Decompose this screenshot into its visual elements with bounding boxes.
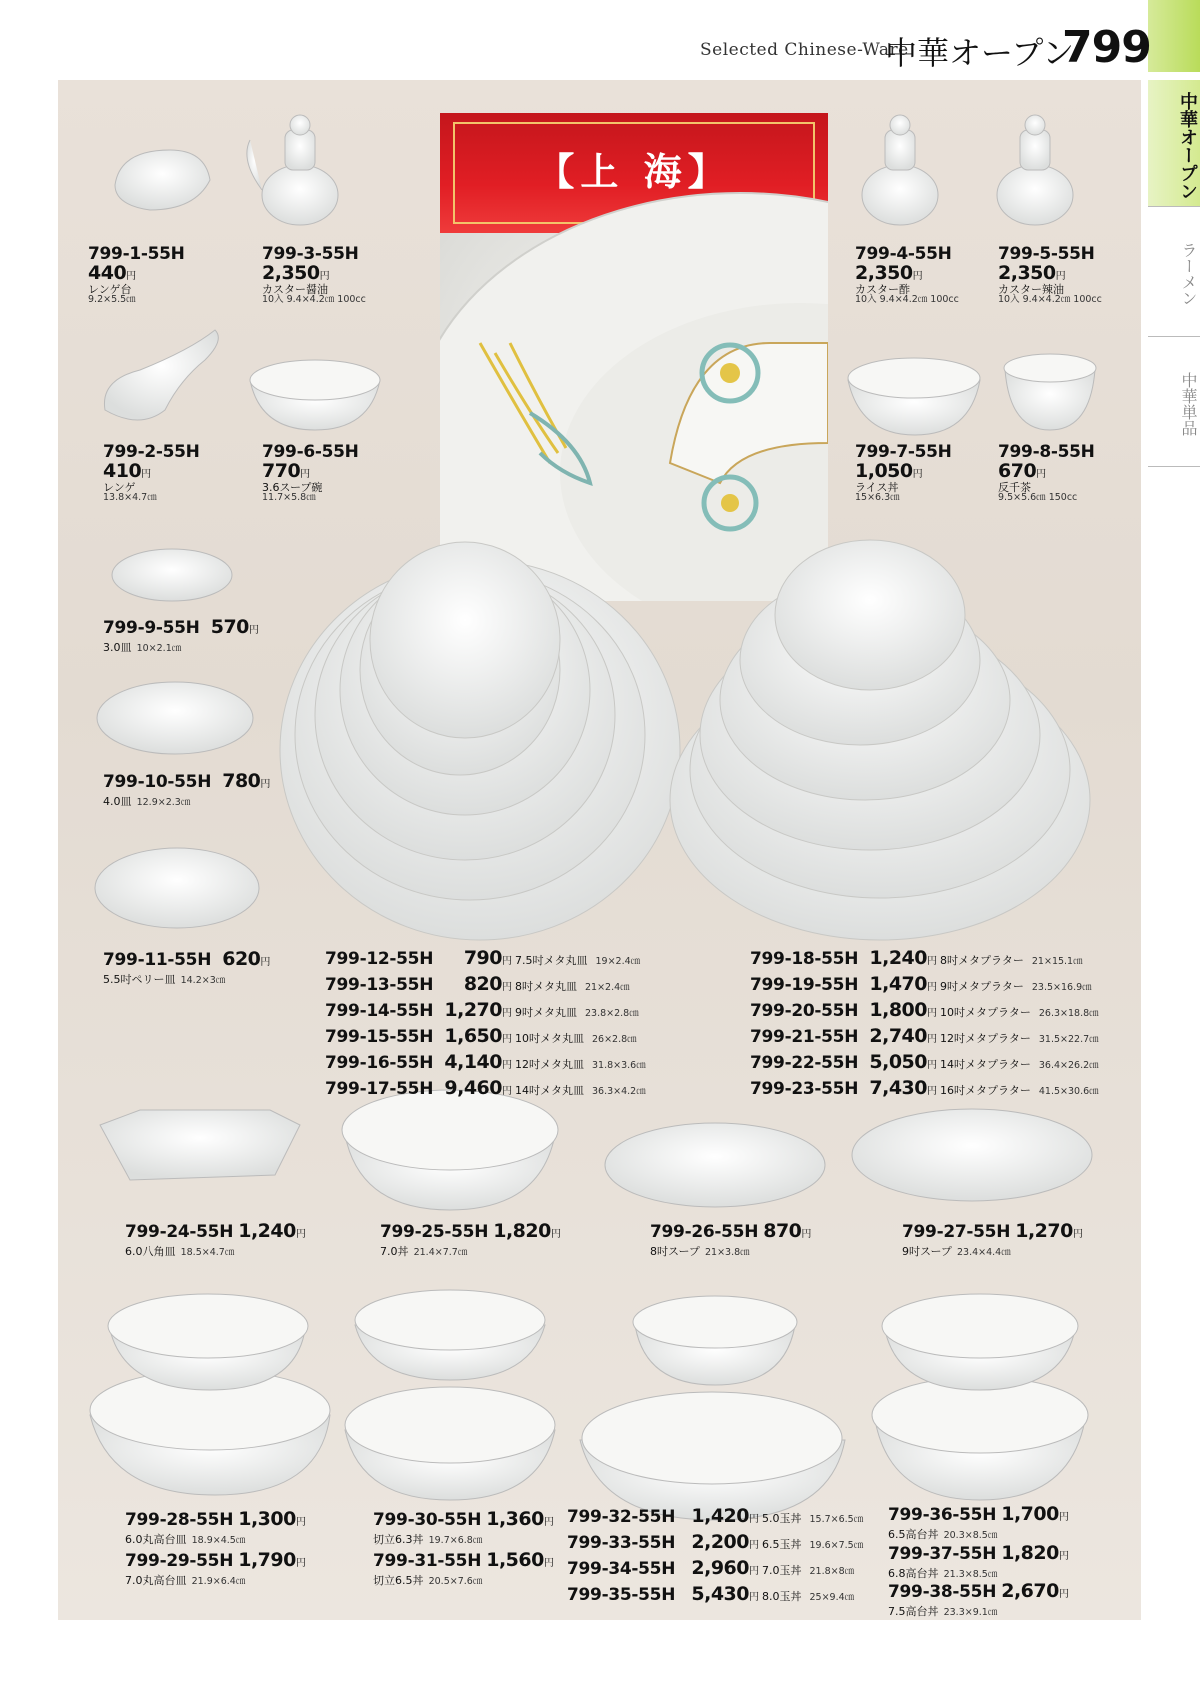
product-name: 10吋メタプラター: [940, 1006, 1031, 1019]
yen-mark: 円: [502, 1086, 512, 1097]
product-799-5[interactable]: [998, 246, 1102, 305]
product-code: 799-20-55H: [750, 1001, 859, 1021]
product-name: 14吋メタ丸皿: [515, 1084, 584, 1097]
product-name: 16吋メタプラター: [940, 1084, 1031, 1097]
product-name: カスター辣油: [998, 282, 1064, 296]
product-price: 2,670: [1001, 1580, 1059, 1603]
product-price: 1,820: [493, 1220, 551, 1242]
list-item[interactable]: [567, 1531, 863, 1557]
yen-mark: 円: [502, 1008, 512, 1019]
product-size: 15×6.3㎝: [855, 492, 900, 504]
product-price: 820: [463, 973, 502, 995]
header-subtitle: Selected Chinese-Ware: [700, 40, 909, 60]
product-price: 790: [463, 947, 502, 969]
product-price: 9,460: [444, 1077, 502, 1099]
product-code: 799-14-55H: [325, 1001, 434, 1021]
product-name: 3.0皿: [103, 640, 132, 654]
side-tab-ramen[interactable]: ラーメン: [1179, 242, 1198, 306]
yen-mark: 円: [801, 1229, 812, 1240]
product-code: 799-5-55H: [998, 244, 1095, 264]
product-code: 799-2-55H: [103, 442, 200, 462]
list-item[interactable]: [888, 1541, 1069, 1564]
yen-mark: 円: [260, 779, 271, 790]
product-name: 6.5高台丼: [888, 1527, 939, 1541]
yen-mark: 円: [295, 1229, 306, 1240]
product-price: 5,430: [691, 1583, 749, 1605]
product-price: 770: [262, 459, 301, 482]
product-name: 6.8高台丼: [888, 1566, 939, 1580]
yen-mark: 円: [927, 1060, 937, 1071]
product-code: 799-13-55H: [325, 975, 434, 995]
product-size: 14.2×3㎝: [180, 974, 226, 986]
product-price: 1,470: [869, 973, 927, 995]
product-size: 10入 9.4×4.2㎝ 100cc: [262, 294, 366, 306]
product-799-11[interactable]: [103, 950, 270, 987]
product-price: 1,800: [869, 999, 927, 1021]
yen-mark: 円: [502, 1060, 512, 1071]
product-price: 4,140: [444, 1051, 502, 1073]
side-tab-chinese-open[interactable]: 中華オープン: [1148, 80, 1200, 206]
product-code: 799-4-55H: [855, 244, 952, 264]
yen-mark: 円: [912, 270, 923, 282]
product-size: 13.8×4.7㎝: [103, 492, 157, 504]
product-size: 21×15.1㎝: [1031, 956, 1083, 967]
product-code: 799-7-55H: [855, 442, 952, 462]
product-price: 2,350: [998, 261, 1056, 284]
product-code: 799-6-55H: [262, 442, 359, 462]
product-name: 14吋メタプラター: [940, 1058, 1031, 1071]
product-name: 7.0丸高台皿: [125, 1573, 187, 1587]
product-size: 15.7×6.5㎝: [809, 1514, 864, 1525]
yen-mark: 円: [1036, 468, 1047, 480]
product-price: 1,560: [486, 1548, 544, 1571]
product-size: 11.7×5.8㎝: [262, 492, 316, 504]
product-name: 7.0玉丼: [762, 1564, 802, 1577]
product-name: カスター醤油: [262, 282, 328, 296]
product-code: 799-31-55H: [373, 1550, 482, 1571]
product-price: 620: [222, 948, 261, 970]
product-name: 12吋メタ丸皿: [515, 1058, 584, 1071]
product-name: 切立6.3丼: [373, 1532, 424, 1546]
list-item[interactable]: [567, 1583, 863, 1609]
product-size: 19.6×7.5㎝: [809, 1540, 864, 1551]
product-name: 12吋メタプラター: [940, 1032, 1031, 1045]
product-799-8[interactable]: [998, 444, 1095, 503]
yen-mark: 円: [543, 1517, 554, 1528]
product-price: 2,350: [262, 261, 320, 284]
product-code: 799-15-55H: [325, 1027, 434, 1047]
product-code: 799-18-55H: [750, 949, 859, 969]
product-name: 7.0丼: [380, 1244, 409, 1258]
product-name: 9吋メタ丸皿: [515, 1006, 577, 1019]
product-name: 切立6.5丼: [373, 1573, 424, 1587]
platters-list: [750, 947, 1099, 1103]
product-price: 2,200: [691, 1531, 749, 1553]
product-price: 440: [88, 261, 127, 284]
list-item[interactable]: [373, 1548, 554, 1571]
yen-mark: 円: [1072, 1229, 1083, 1240]
product-code: 799-38-55H: [888, 1582, 997, 1603]
product-code: 799-24-55H: [125, 1222, 234, 1242]
yen-mark: 円: [319, 270, 330, 282]
product-name: 7.5高台丼: [888, 1605, 939, 1619]
product-price: 1,790: [238, 1548, 296, 1571]
product-price: 7,430: [869, 1077, 927, 1099]
product-price: 570: [210, 616, 249, 638]
yen-mark: 円: [1058, 1550, 1069, 1562]
yen-mark: 円: [927, 956, 937, 967]
product-size: 10×2.1㎝: [136, 642, 182, 654]
yen-mark: 円: [749, 1514, 759, 1525]
side-tab-chinese-single[interactable]: 中華単品: [1179, 372, 1198, 436]
product-size: 23.3×9.1㎝: [943, 1607, 998, 1619]
list-item[interactable]: [325, 999, 646, 1025]
product-799-25[interactable]: [380, 1222, 561, 1259]
product-size: 9.2×5.5㎝: [88, 294, 136, 306]
product-size: 41.5×30.6㎝: [1038, 1086, 1099, 1097]
yen-mark: 円: [260, 957, 271, 968]
list-item[interactable]: [750, 1025, 1099, 1051]
product-size: 21.9×6.4㎝: [191, 1575, 246, 1587]
product-code: 799-30-55H: [373, 1510, 482, 1530]
product-size: 10入 9.4×4.2㎝ 100cc: [855, 294, 959, 306]
product-price: 1,270: [444, 999, 502, 1021]
product-size: 26.3×18.8㎝: [1038, 1008, 1099, 1019]
group-a-list: [125, 1510, 306, 1587]
product-size: 31.8×3.6㎝: [592, 1060, 646, 1071]
product-name: 4.0皿: [103, 794, 132, 808]
yen-mark: 円: [502, 1034, 512, 1045]
product-code: 799-11-55H: [103, 950, 212, 970]
product-price: 5,050: [869, 1051, 927, 1073]
product-size: 18.9×4.5㎝: [191, 1534, 246, 1546]
product-name: 8吋メタプラター: [940, 954, 1024, 967]
product-799-1[interactable]: [88, 246, 185, 305]
product-code: 799-35-55H: [567, 1585, 676, 1605]
product-size: 10入 9.4×4.2㎝ 100cc: [998, 294, 1102, 306]
product-name: 6.0八角皿: [125, 1244, 176, 1258]
list-item[interactable]: [325, 1051, 646, 1077]
yen-mark: 円: [1058, 1512, 1069, 1523]
list-item[interactable]: [888, 1505, 1069, 1525]
product-size: 31.5×22.7㎝: [1038, 1034, 1099, 1045]
product-code: 799-22-55H: [750, 1053, 859, 1073]
product-price: 1,420: [691, 1505, 749, 1527]
product-code: 799-28-55H: [125, 1510, 234, 1530]
product-size: 19×2.4㎝: [595, 956, 641, 967]
product-size: 20.3×8.5㎝: [943, 1529, 998, 1541]
product-code: 799-16-55H: [325, 1053, 434, 1073]
yen-mark: 円: [927, 1034, 937, 1045]
product-price: 1,360: [486, 1508, 544, 1530]
yen-mark: 円: [1058, 1589, 1069, 1601]
product-799-7[interactable]: [855, 444, 952, 503]
product-code: 799-9-55H: [103, 618, 200, 638]
product-name: 反千茶: [998, 480, 1031, 494]
product-799-6[interactable]: [262, 444, 359, 503]
hero-title: 【上 海】: [536, 149, 732, 194]
product-price: 1,270: [1015, 1220, 1073, 1242]
product-code: 799-34-55H: [567, 1559, 676, 1579]
product-name: 7.5吋メタ丸皿: [515, 954, 588, 967]
product-size: 21.4×7.7㎝: [413, 1246, 468, 1258]
product-name: 10吋メタ丸皿: [515, 1032, 584, 1045]
product-price: 410: [103, 459, 142, 482]
product-price: 2,740: [869, 1025, 927, 1047]
product-name: 5.0玉丼: [762, 1512, 802, 1525]
product-name: ライス丼: [855, 480, 899, 494]
list-item[interactable]: [125, 1548, 306, 1571]
list-item[interactable]: [325, 1025, 646, 1051]
product-size: 23.5×16.9㎝: [1031, 982, 1092, 993]
product-size: 36.3×4.2㎝: [592, 1086, 646, 1097]
product-size: 25×9.4㎝: [809, 1592, 855, 1603]
product-name: 8吋スープ: [650, 1244, 700, 1258]
product-name: 6.5玉丼: [762, 1538, 802, 1551]
yen-mark: 円: [927, 1008, 937, 1019]
product-name: 6.0丸高台皿: [125, 1532, 187, 1546]
product-price: 870: [763, 1220, 802, 1242]
product-price: 1,050: [855, 459, 913, 482]
product-name: 9吋メタプラター: [940, 980, 1024, 993]
yen-mark: 円: [912, 468, 923, 480]
product-799-24[interactable]: [125, 1222, 306, 1259]
product-size: 23.8×2.8㎝: [585, 1008, 639, 1019]
group-c-list: [567, 1505, 863, 1609]
product-size: 36.4×26.2㎝: [1038, 1060, 1099, 1071]
product-name: レンゲ台: [88, 282, 132, 296]
product-code: 799-33-55H: [567, 1533, 676, 1553]
product-price: 1,700: [1001, 1503, 1059, 1525]
product-code: 799-3-55H: [262, 244, 359, 264]
page-number: 799: [1062, 22, 1151, 73]
product-code: 799-19-55H: [750, 975, 859, 995]
product-size: 26×2.8㎝: [592, 1034, 637, 1045]
product-code: 799-37-55H: [888, 1543, 997, 1564]
yen-mark: 円: [502, 956, 512, 967]
product-799-2[interactable]: [103, 444, 200, 503]
list-item[interactable]: [325, 973, 646, 999]
product-code: 799-17-55H: [325, 1079, 434, 1099]
list-item[interactable]: [125, 1510, 306, 1530]
product-size: 23.4×4.4㎝: [957, 1246, 1011, 1258]
header-title: 中華オープン: [885, 34, 1075, 72]
product-size: 18.5×4.7㎝: [180, 1246, 235, 1258]
product-code: 799-23-55H: [750, 1079, 859, 1099]
product-name: 8.0玉丼: [762, 1590, 802, 1603]
yen-mark: 円: [295, 1517, 306, 1528]
list-item[interactable]: [325, 947, 646, 973]
product-code: 799-21-55H: [750, 1027, 859, 1047]
yen-mark: 円: [295, 1557, 306, 1569]
list-item[interactable]: [888, 1582, 1069, 1602]
list-item[interactable]: [567, 1505, 863, 1531]
product-price: 1,240: [238, 1220, 296, 1242]
yen-mark: 円: [126, 270, 137, 282]
yen-mark: 円: [1055, 270, 1066, 282]
round-plates-list: [325, 947, 646, 1103]
yen-mark: 円: [502, 982, 512, 993]
product-size: 21.3×8.5㎝: [943, 1568, 998, 1580]
product-name: カスター酢: [855, 282, 910, 296]
yen-mark: 円: [927, 982, 937, 993]
product-price: 1,820: [1001, 1541, 1059, 1564]
product-code: 799-8-55H: [998, 442, 1095, 462]
product-size: 21×3.8㎝: [705, 1246, 750, 1258]
product-size: 12.9×2.3㎝: [136, 796, 191, 808]
product-size: 20.5×7.6㎝: [428, 1575, 483, 1587]
product-size: 21×2.4㎝: [585, 982, 630, 993]
product-size: 9.5×5.6㎝ 150cc: [998, 492, 1078, 504]
yen-mark: 円: [248, 625, 259, 636]
yen-mark: 円: [749, 1540, 759, 1551]
list-item[interactable]: [567, 1557, 863, 1583]
product-price: 1,240: [869, 947, 927, 969]
product-code: 799-12-55H: [325, 949, 434, 969]
product-799-3[interactable]: [262, 246, 366, 305]
yen-mark: 円: [141, 468, 152, 480]
yen-mark: 円: [927, 1086, 937, 1097]
yen-mark: 円: [749, 1592, 759, 1603]
product-799-4[interactable]: [855, 246, 959, 305]
list-item[interactable]: [750, 947, 1099, 973]
product-code: 799-27-55H: [902, 1222, 1011, 1242]
product-size: 19.7×6.8㎝: [428, 1534, 483, 1546]
yen-mark: 円: [550, 1229, 561, 1240]
product-code: 799-32-55H: [567, 1507, 676, 1527]
product-code: 799-29-55H: [125, 1550, 234, 1571]
product-price: 2,960: [691, 1557, 749, 1579]
product-price: 780: [222, 770, 261, 792]
list-item[interactable]: [373, 1510, 554, 1530]
list-item[interactable]: [325, 1077, 646, 1103]
list-item[interactable]: [750, 1077, 1099, 1103]
product-799-10[interactable]: [103, 772, 270, 809]
product-799-26[interactable]: [650, 1222, 811, 1259]
product-name: 8吋メタ丸皿: [515, 980, 577, 993]
product-code: 799-1-55H: [88, 244, 185, 264]
product-799-27[interactable]: [902, 1222, 1083, 1259]
product-code: 799-25-55H: [380, 1222, 489, 1242]
product-name: 5.5吋ペリー皿: [103, 972, 176, 986]
product-price: 1,650: [444, 1025, 502, 1047]
product-code: 799-26-55H: [650, 1222, 759, 1242]
product-size: 21.8×8㎝: [809, 1566, 855, 1577]
product-name: 9吋スープ: [902, 1244, 952, 1258]
yen-mark: 円: [543, 1557, 554, 1569]
product-price: 670: [998, 459, 1037, 482]
product-code: 799-10-55H: [103, 772, 212, 792]
list-item[interactable]: [750, 973, 1099, 999]
product-name: 3.6スープ碗: [262, 480, 323, 494]
product-price: 2,350: [855, 261, 913, 284]
list-item[interactable]: [750, 1051, 1099, 1077]
product-name: レンゲ: [103, 480, 136, 494]
yen-mark: 円: [749, 1566, 759, 1577]
product-799-9[interactable]: [103, 618, 259, 655]
group-b-list: [373, 1510, 554, 1587]
product-price: 1,300: [238, 1508, 296, 1530]
yen-mark: 円: [300, 468, 311, 480]
product-code: 799-36-55H: [888, 1505, 997, 1525]
list-item[interactable]: [750, 999, 1099, 1025]
group-d-list: [888, 1505, 1069, 1619]
